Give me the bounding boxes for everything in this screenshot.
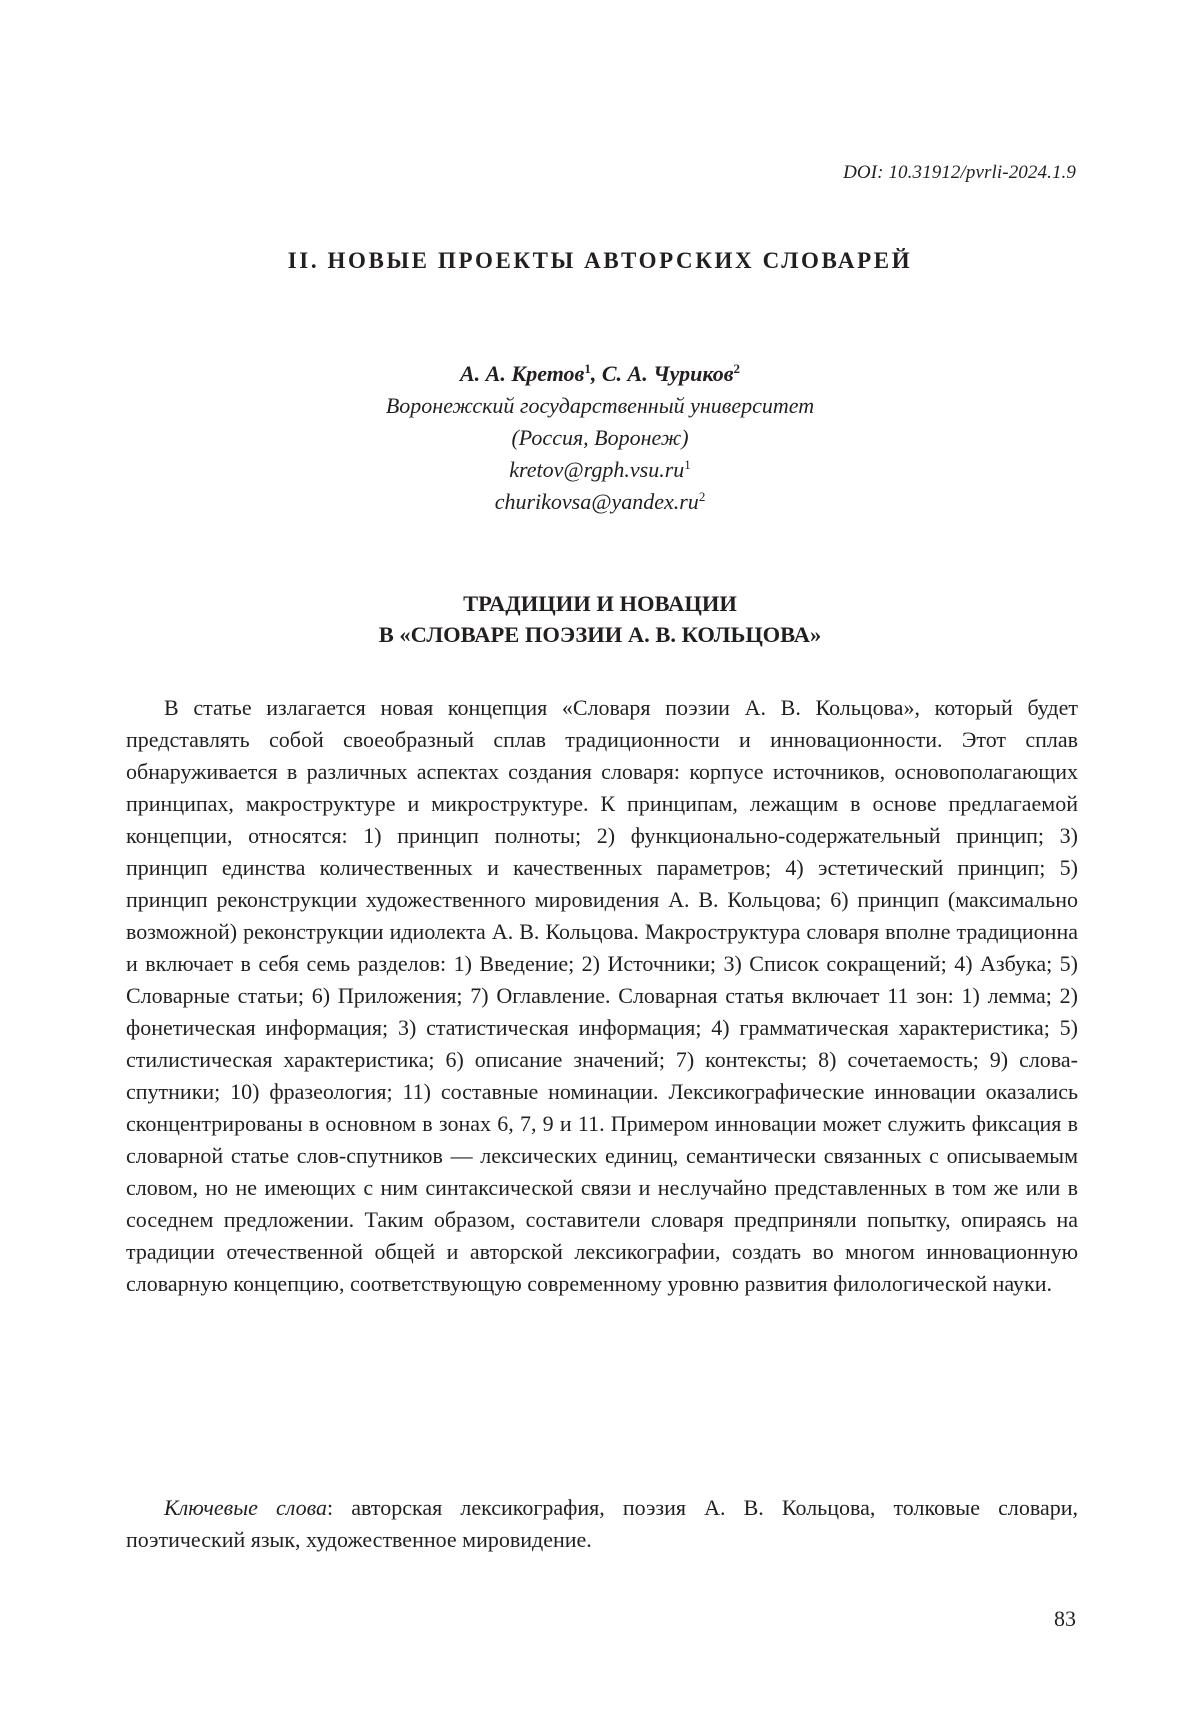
author-1-footnote-mark: 1	[584, 361, 591, 376]
keywords-text: авторская лексикография, поэзия А. В. Кольцова, толковые словари, поэтический язык, художественное мировидение.	[126, 1495, 1078, 1552]
author-info	[0, 358, 1200, 518]
page-number: 83	[1054, 1606, 1076, 1631]
author-separator: ,	[590, 361, 602, 386]
author-1-email-mark: 1	[684, 457, 691, 472]
author-2-email: churikovsa@yandex.ru	[494, 489, 699, 514]
affiliation-location: (Россия, Воронеж)	[511, 425, 689, 450]
section-title: II. НОВЫЕ ПРОЕКТЫ АВТОРСКИХ СЛОВАРЕЙ	[287, 248, 913, 273]
affiliation: Воронежский государственный университет	[385, 393, 815, 418]
article-title	[0, 588, 1200, 650]
author-2-email-mark: 2	[698, 489, 706, 504]
author-2-email-line	[0, 486, 1200, 518]
article-title-line-1: ТРАДИЦИИ И НОВАЦИИ	[463, 591, 737, 616]
author-2-name: С. А. Чуриков	[601, 361, 734, 386]
author-1-name: А. А. Кретов	[459, 361, 585, 386]
abstract-paragraph: В статье излагается новая концепция «Словаря поэзии А. В. Кольцова», который будет представлять собой своеобразный сплав традиционности и инновационности. Этот сплав обнаруживается в различных аспектах создания словаря: корпусе источников, основополагающих принципах, макроструктуре и микроструктуре. К принципам, лежащим в основе предлагаемой концепции, относятся: 1) принцип полноты; 2) функционально-содержательный принцип; 3) принцип единства количественных и качественных параметров; 4) эстетический принцип; 5) принцип реконструкции художественного мировидения А. В. Кольцова; 6) принцип (максимально возможной) реконструкции идиолекта А. В. Кольцова. Макроструктура словаря вполне традиционна и включает в себя семь разделов: 1) Введение; 2) Источники; 3) Список сокращений; 4) Азбука; 5) Словарные статьи; 6) Приложения; 7) Оглавление. Словарная статья включает 11 зон: 1) лемма; 2) фонетическая информация; 3) статистическая информация; 4) грамматическая характеристика; 5) стилистическая характеристика; 6) описание значений; 7) контексты; 8) сочетаемость; 9) слова-спутники; 10) фразеология; 11) составные номинации. Лексикографические инновации оказались сконцентрированы в основном в зонах 6, 7, 9 и 11. Примером инновации может служить фиксация в словарной статье слов-спутников — лексических единиц, семантически связанных с описываемым словом, но не имеющих с ним синтаксической связи и неслучайно представленных в том же или в соседнем предложении. Таким образом, составители словаря предприняли попытку, опираясь на традиции отечественной общей и авторской лексикографии, создать во многом инновационную словарную концепцию, соответствующую современному уровню развития филологической науки.	[126, 695, 1078, 1296]
author-names	[0, 358, 1200, 390]
article-title-line-2: В «СЛОВАРЕ ПОЭЗИИ А. В. КОЛЬЦОВА»	[378, 622, 822, 647]
keywords-label: Ключевые слова	[164, 1495, 328, 1520]
keywords-paragraph	[126, 1492, 1078, 1556]
author-2-footnote-mark: 2	[733, 361, 741, 376]
author-1-email-line	[0, 454, 1200, 486]
author-1-email: kretov@rgph.vsu.ru	[509, 457, 685, 482]
doi-identifier: DOI: 10.31912/pvrli-2024.1.9	[843, 162, 1076, 183]
keywords-colon: :	[327, 1495, 352, 1520]
